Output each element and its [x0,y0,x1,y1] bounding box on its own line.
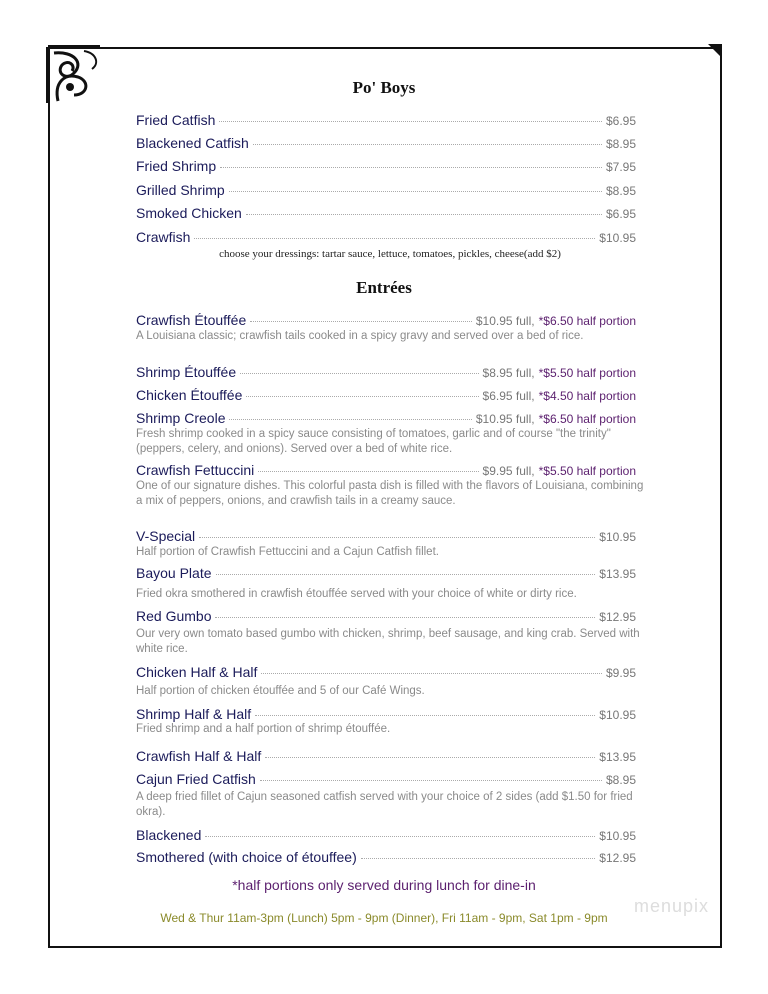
entrees-heading: Entrées [356,278,412,297]
menu-item [136,771,636,788]
menu-item [136,112,636,129]
menu-item [136,565,636,582]
poboys-heading: Po' Boys [352,78,416,97]
menu-item [136,528,636,545]
item-price: $10.95 [599,829,636,843]
menu-item [136,706,636,723]
menu-item [136,664,636,681]
item-name: Crawfish Half & Half [136,748,262,764]
item-price: $12.95 [599,851,636,865]
item-price: $13.95 [599,567,636,581]
item-name: Smothered (with choice of étouffee) [136,849,357,865]
item-name: Smoked Chicken [136,205,242,221]
menu-item [136,312,636,329]
item-price: $6.95 full, [482,389,535,403]
half-portion-price: *$6.50 half portion [538,412,636,426]
menu-item [136,849,636,866]
item-name: Shrimp Étouffée [136,364,237,380]
item-price: $8.95 [605,137,636,151]
dot-leader [361,858,596,859]
item-price: $10.95 [599,231,636,245]
menu-item [136,158,636,175]
item-price: $13.95 [599,750,636,764]
menu-item [136,462,636,479]
dot-leader [205,836,595,837]
dot-leader [260,780,602,781]
item-description: Half portion of chicken étouffée and 5 of our Café Wings. [136,685,425,697]
item-name: Chicken Half & Half [136,664,258,680]
item-price: $10.95 full, [475,314,535,328]
dot-leader [253,144,602,145]
menu-item [136,387,636,404]
item-price: $8.95 [605,184,636,198]
item-price: $10.95 [599,708,636,722]
item-name: Crawfish Fettuccini [136,462,255,478]
corner-ornament-icon [708,44,722,58]
item-name: Shrimp Half & Half [136,706,252,722]
item-price: $9.95 full, [482,464,535,478]
dot-leader [220,167,602,168]
menu-item [136,748,636,765]
item-name: Crawfish Étouffée [136,312,247,328]
dot-leader [246,396,478,397]
item-price: $7.95 [605,160,636,174]
item-price: $8.95 full, [482,366,535,380]
item-name: Blackened [136,827,202,843]
dot-leader [229,419,471,420]
item-price: $6.95 [605,207,636,221]
watermark: menupix [634,896,710,916]
dot-leader [216,574,596,575]
item-price: $10.95 full, [475,412,535,426]
item-description: One of our signature dishes. This colorful pasta dish is filled with the flavors of Louisiana, combining a mix of peppers, onions, and crawfish tails in a creamy sauce. [136,480,644,507]
dot-leader [194,238,595,239]
half-portion-price: *$4.50 half portion [538,389,636,403]
item-description: Fried okra smothered in crawfish étouffée served with your choice of white or dirty rice. [136,588,577,600]
item-price: $8.95 [605,773,636,787]
item-price: $6.95 [605,114,636,128]
half-portion-price: *$6.50 half portion [538,314,636,328]
item-name: Crawfish [136,229,191,245]
item-description: A deep fried fillet of Cajun seasoned catfish served with your choice of 2 sides (add $1.50 for fried okra). [136,791,633,818]
item-name: Cajun Fried Catfish [136,771,256,787]
item-description: Our very own tomato based gumbo with chicken, shrimp, beef sausage, and king crab. Served with white rice. [136,628,640,655]
hours-text: Wed & Thur 11am-3pm (Lunch) 5pm - 9pm (Dinner), Fri 11am - 9pm, Sat 1pm - 9pm [160,911,608,925]
half-portion-note: *half portions only served during lunch for dine-in [232,877,536,893]
item-price: $10.95 [599,530,636,544]
dot-leader [219,121,602,122]
dot-leader [240,373,478,374]
menu-item [136,182,636,199]
item-price: $9.95 [605,666,636,680]
menu-item [136,364,636,381]
menu-item [136,205,636,222]
dot-leader [255,715,595,716]
item-description: Fried shrimp and a half portion of shrimp étouffée. [136,723,391,735]
item-name: Red Gumbo [136,608,212,624]
dressings-note: choose your dressings: tartar sauce, lettuce, tomatoes, pickles, cheese(add $2) [219,248,561,260]
dot-leader [246,214,602,215]
dot-leader [215,617,595,618]
item-description: A Louisiana classic; crawfish tails cooked in a spicy gravy and served over a bed of rice. [136,330,584,342]
menu-item [136,135,636,152]
item-name: Grilled Shrimp [136,182,225,198]
item-name: Bayou Plate [136,565,212,581]
dot-leader [258,471,478,472]
menu-item [136,229,636,246]
item-name: Chicken Étouffée [136,387,243,403]
menu-item [136,410,636,427]
dot-leader [199,537,595,538]
item-name: Blackened Catfish [136,135,249,151]
item-description: Fresh shrimp cooked in a spicy sauce consisting of tomatoes, garlic and of course "the trinity" (peppers, celery, and onions). Served over a bed of white rice. [136,428,611,455]
item-name: Fried Shrimp [136,158,217,174]
menu-item [136,827,636,844]
half-portion-price: *$5.50 half portion [538,366,636,380]
item-price: $12.95 [599,610,636,624]
dot-leader [229,191,602,192]
dot-leader [261,673,602,674]
item-name: V-Special [136,528,196,544]
dot-leader [265,757,595,758]
half-portion-price: *$5.50 half portion [538,464,636,478]
item-name: Fried Catfish [136,112,216,128]
dot-leader [250,321,472,322]
item-name: Shrimp Creole [136,410,226,426]
item-description: Half portion of Crawfish Fettuccini and a Cajun Catfish fillet. [136,546,439,558]
menu-item [136,608,636,625]
